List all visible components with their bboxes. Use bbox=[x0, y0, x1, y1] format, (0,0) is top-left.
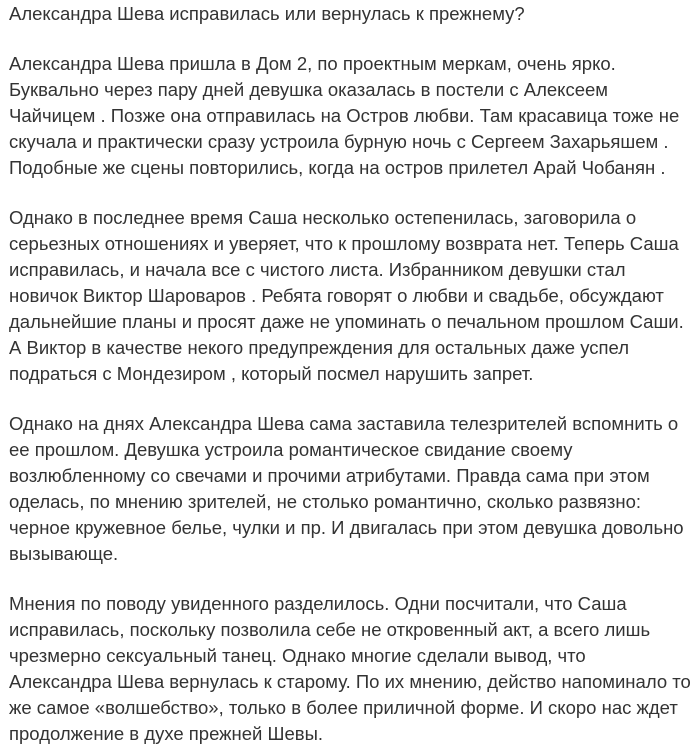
article-paragraph-2: Однако в последнее время Саша несколько остепенилась, заговорила о серьезных отношениях и уверяет, что к прошлому возврата нет. Теперь Саша исправилась, и начала все с чистого листа. Избранником девушки стал новичок Виктор Шароваров . Ребята говорят о любви и свадьбе, обсуждают дальнейшие планы и просят даже не упоминать о печальном прошлом Саши. А Виктор в качестве некого предупреждения для остальных даже успел подраться с Мондезиром , который посмел нарушить запрет. bbox=[9, 207, 684, 384]
article-title: Александра Шева исправилась или вернулась к прежнему? bbox=[9, 3, 525, 24]
article-paragraph-4: Мнения по поводу увиденного разделилось. Одни посчитали, что Саша исправилась, поскольку позволила себе не откровенный акт, а всего лишь чрезмерно сексуальный танец. Однако многие сделали вывод, что Александра Шева вернулась к старому. По их мнению, действо напоминало то же самое «волшебство», только в более приличной форме. И скоро нас ждет продолжение в духе прежней Шевы. bbox=[9, 593, 691, 744]
article-paragraph-3: Однако на днях Александра Шева сама заставила телезрителей вспомнить о ее прошлом. Девушка устроила романтическое свидание своему возлюбленному со свечами и прочими атрибутами. Правда сама при этом оделась, по мнению зрителей, не столько романтично, сколько развязно: черное кружевное белье, чулки и пр. И двигалась при этом девушка довольно вызывающе. bbox=[9, 413, 684, 564]
article-paragraph-1: Александра Шева пришла в Дом 2, по проектным меркам, очень ярко. Буквально через пару дней девушка оказалась в постели с Алексеем Чайчицем . Позже она отправилась на Остров любви. Там красавица тоже не скучала и практически сразу устроила бурную ночь с Сергеем Захарьяшем . Подобные же сцены повторились, когда на остров прилетел Арай Чобанян . bbox=[9, 53, 680, 178]
